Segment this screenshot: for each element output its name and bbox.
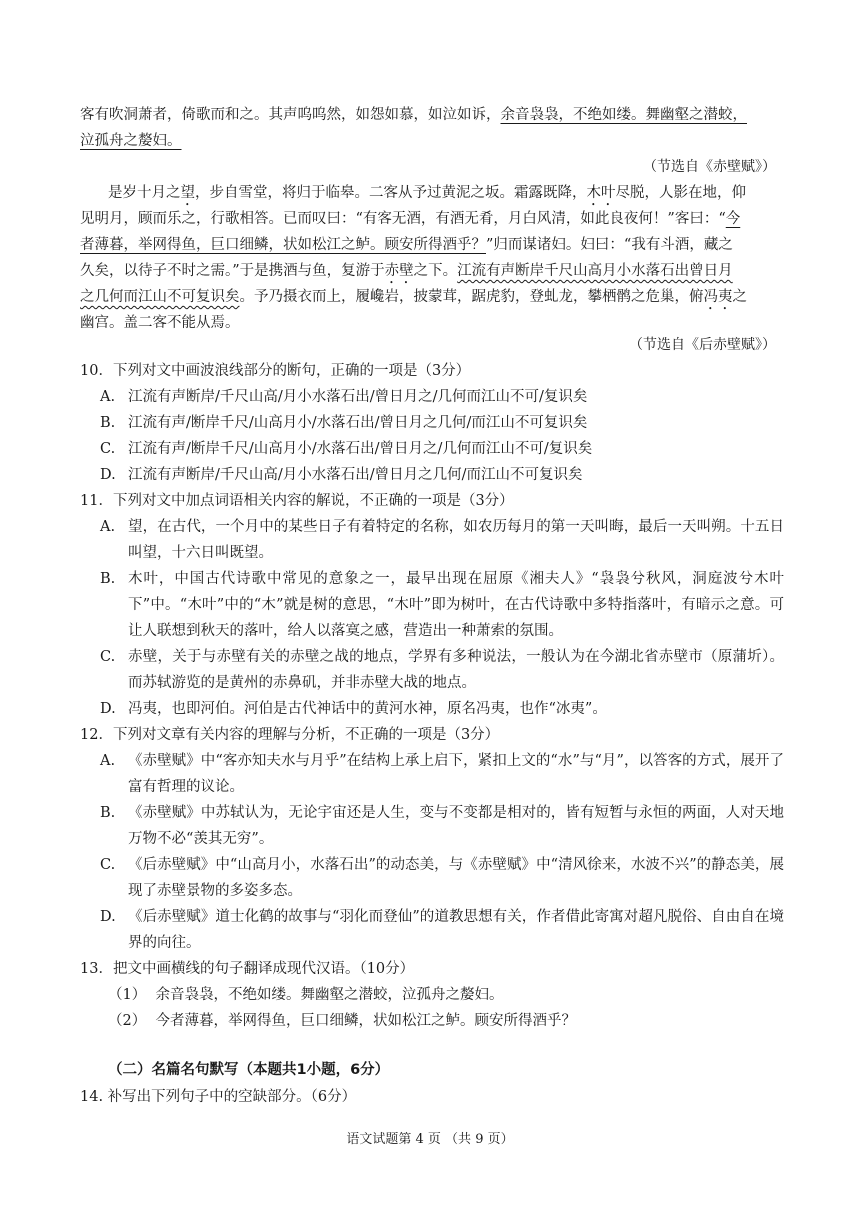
dotted-word-muye: 木叶 (586, 185, 616, 201)
option-label: B. (100, 415, 116, 431)
underlined-sentence-2: 今 (725, 211, 741, 227)
underlined-sentence-1: 余音袅袅，不绝如缕。舞幽壑之潜蛟， (500, 107, 747, 123)
dotted-word-wang: 望 (180, 185, 195, 201)
option-text: 《赤壁赋》中苏轼认为，无论宇宙还是人生，变与不变都是相对的，皆有短暂与永恒的两面，人对天地万物不必“羡其无穷”。 (128, 805, 784, 847)
option-text: 江流有声/断岸千尺/山高月小/水落石出/曾日月之/几何而江山不可/复识矣 (128, 441, 593, 457)
passage2-line5 (80, 284, 780, 313)
q12-option-a[interactable] (100, 748, 784, 800)
option-label: D. (100, 909, 116, 925)
option-text: 《后赤壁赋》道士化鹤的故事与“羽化而登仙”的道教思想有关，作者借此寄寓对超凡脱俗、自由自在境界的向往。 (128, 909, 784, 951)
option-text: 望，在古代，一个月中的某些日子有着特定的名称，如农历每月的第一天叫晦，最后一天叫朔。十五日叫望，十六日叫既望。 (128, 519, 784, 561)
q11-option-d[interactable] (100, 696, 784, 722)
q10-option-b[interactable] (100, 410, 784, 436)
option-text: 江流有声/断岸千尺/山高月小/水落石出/曾日月之几何/而江山不可复识矣 (128, 415, 588, 431)
option-text: 赤壁，关于与赤壁有关的赤壁之战的地点，学界有多种说法，一般认为在今湖北省赤壁市（原蒲圻）。而苏轼游览的是黄州的赤鼻矶，并非赤壁大战的地点。 (128, 649, 784, 691)
section-2-title: （二）名篇名句默写（本题共1小题，6分） (108, 1062, 390, 1078)
q11-option-a[interactable] (100, 514, 784, 566)
passage2-line1 (80, 180, 780, 209)
passage2-line3 (80, 232, 780, 258)
question-12-stem: 12．下列对文章有关内容的理解与分析，不正确的一项是（3分） (80, 727, 500, 743)
q10-option-c[interactable] (100, 436, 784, 462)
passage1-text: 客有吹洞萧者，倚歌而和之。其声呜呜然，如怨如慕，如泣如诉， (80, 107, 501, 123)
dotted-word-chibi: 赤壁 (384, 263, 414, 279)
question-13-stem: 13．把文中画横线的句子翻译成现代汉语。（10分） (80, 961, 415, 977)
passage2-text: ”归而谋诸妇。妇曰：“我有斗酒，藏之 (486, 237, 733, 253)
passage2-text: 久矣，以待子不时之需。”于是携酒与鱼，复游于 (80, 263, 385, 279)
q13-item-1 (108, 982, 792, 1008)
passage2-source: （节选自《后赤壁赋》） (629, 337, 776, 353)
q11-option-b[interactable] (100, 566, 784, 644)
passage2-text: 尽脱，人影在地，仰 (615, 185, 746, 201)
option-text: 《赤壁赋》中“客亦知夫水与月乎”在结构上承上启下，紧扣上文的“水”与“月”，以答客的方式，展开了富有哲理的议论。 (128, 753, 784, 795)
passage2-text: ，步自雪堂，将归于临皋。二客从予过黄泥之坂。霜露既降， (195, 185, 587, 201)
option-text: 冯夷，也即河伯。河伯是古代神话中的黄河水神，原名冯夷，也作“冰夷”。 (128, 701, 607, 717)
passage1-source: （节选自《赤壁赋》） (643, 159, 776, 175)
passage2-text: 之 (732, 289, 747, 305)
item-label: （1） (108, 987, 147, 1003)
question-11-stem: 11．下列对文中加点词语相关内容的解说，不正确的一项是（3分） (80, 493, 514, 509)
q12-option-d[interactable] (100, 904, 784, 956)
passage2-line4 (80, 258, 780, 287)
option-label: D. (100, 701, 116, 717)
item-label: （2） (108, 1013, 147, 1029)
option-label: B. (100, 571, 116, 587)
underlined-sentence-1-cont: 泣孤舟之嫠妇。 (80, 133, 182, 149)
passage2-line2 (80, 206, 780, 232)
q11-option-c[interactable] (100, 644, 784, 696)
passage2-text: 之下。 (413, 263, 458, 279)
item-text: 余音袅袅，不绝如缕。舞幽壑之潜蛟，泣孤舟之嫠妇。 (155, 987, 504, 1003)
option-label: A. (100, 519, 116, 535)
option-label: C. (100, 441, 116, 457)
underlined-sentence-2-cont: 者薄暮，举网得鱼，巨口细鳞，状如松江之鲈。顾安所得酒乎？ (80, 237, 486, 253)
page-footer: 语文试题第 4 页 （共 9 页） (346, 1132, 514, 1147)
passage1-line2 (80, 128, 780, 154)
passage2-line6 (80, 310, 780, 336)
option-text: 木叶，中国古代诗歌中常见的意象之一，最早出现在屈原《湘夫人》“袅袅兮秋风，洞庭波兮木叶下”中。“木叶”中的“木”就是树的意思，“木叶”即为树叶，在古代诗歌中多特指落叶，有暗示之意。可让人联想到秋天的落叶，给人以落寞之感，营造出一种萧索的氛围。 (128, 571, 784, 639)
question-10-stem: 10．下列对文中画波浪线部分的断句，正确的一项是（3分） (80, 363, 471, 379)
passage2-text: 。予乃摄衣而上，履巉岩，披蒙茸，踞虎豹，登虬龙，攀栖鹘之危巢，俯 (239, 289, 704, 305)
option-label: C. (100, 857, 116, 873)
question-14-stem: 14. 补写出下列句子中的空缺部分。（6分） (80, 1089, 357, 1105)
q12-option-c[interactable] (100, 852, 784, 904)
q10-option-d[interactable] (100, 462, 784, 488)
passage1-line1 (80, 102, 780, 128)
q10-option-a[interactable] (100, 384, 784, 410)
option-label: B. (100, 805, 116, 821)
option-label: A. (100, 753, 116, 769)
passage2-text: 见明月，顾而乐之，行歌相答。已而叹曰：“有客无酒，有酒无肴，月白风清，如此良夜何！”客曰：“ (80, 211, 726, 227)
option-text: 江流有声断岸/千尺山高/月小水落石出/曾日月之几何/而江山不可复识矣 (128, 467, 583, 483)
option-label: D. (100, 467, 116, 483)
option-text: 江流有声断岸/千尺山高/月小水落石出/曾日月之/几何而江山不可/复识矣 (128, 389, 588, 405)
passage2-text: 是岁十月之 (108, 185, 181, 201)
wavy-underlined-text-cont: 之几何而江山不可复识矣 (80, 289, 240, 305)
item-text: 今者薄暮，举网得鱼，巨口细鳞，状如松江之鲈。顾安所得酒乎？ (155, 1013, 576, 1029)
passage2-text: 幽宫。盖二客不能从焉。 (80, 315, 240, 331)
q12-option-b[interactable] (100, 800, 784, 852)
q13-item-2 (108, 1008, 792, 1034)
option-text: 《后赤壁赋》中“山高月小，水落石出”的动态美，与《赤壁赋》中“清风徐来，水波不兴”的静态美，展现了赤壁景物的多姿多态。 (128, 857, 784, 899)
wavy-underlined-text: 江流有声断岸千尺山高月小水落石出曾日月 (457, 263, 733, 279)
option-label: C. (100, 649, 116, 665)
option-label: A. (100, 389, 116, 405)
dotted-word-fengyi: 冯夷 (703, 289, 733, 305)
